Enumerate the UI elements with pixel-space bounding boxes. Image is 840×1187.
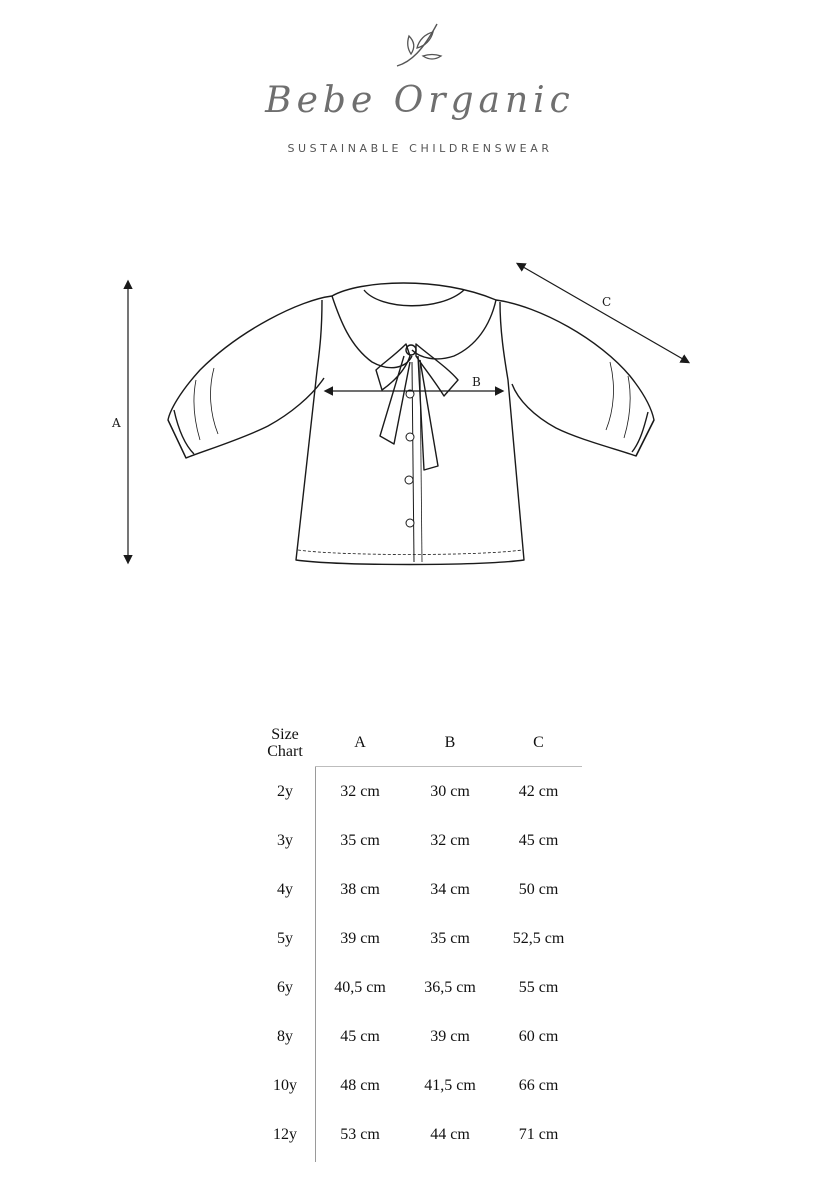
c-cell: 66 cm [518, 1076, 559, 1094]
b-cell: 36,5 cm [424, 978, 476, 996]
column-divider [315, 767, 316, 1162]
size-cell: 12y [273, 1125, 297, 1143]
table-row [255, 914, 582, 963]
size-chart-title [255, 726, 315, 760]
button-4 [406, 519, 414, 527]
a-cell: 53 cm [340, 1125, 380, 1143]
b-cell: 41,5 cm [424, 1076, 476, 1094]
size-cell: 6y [277, 978, 293, 996]
b-cell: 35 cm [430, 929, 470, 947]
table-row [255, 816, 582, 865]
table-row [255, 865, 582, 914]
size-cell: 4y [277, 880, 293, 898]
header-b: B [444, 734, 456, 751]
c-cell: 52,5 cm [512, 929, 565, 947]
c-cell: 71 cm [518, 1125, 559, 1143]
b-cell: 44 cm [430, 1125, 470, 1143]
b-cell: 32 cm [430, 831, 470, 849]
size-cell: 2y [277, 782, 293, 800]
c-cell: 60 cm [518, 1027, 559, 1045]
table-row [255, 767, 582, 816]
size-chart-title-line2: Chart [267, 743, 303, 760]
dimension-b-label: B [472, 375, 481, 389]
size-chart-title-line1: Size [271, 726, 299, 743]
c-cell: 42 cm [518, 782, 559, 800]
size-chart-header-row [255, 720, 582, 766]
size-chart-body [255, 767, 582, 1159]
table-row [255, 963, 582, 1012]
dimension-c-arrow [518, 264, 688, 362]
dimension-a-label: A [112, 416, 121, 430]
table-row [255, 1012, 582, 1061]
size-chart-table [255, 720, 582, 1159]
a-cell: 35 cm [340, 831, 380, 849]
b-cell: 30 cm [430, 782, 470, 800]
a-cell: 38 cm [340, 880, 380, 898]
b-cell: 39 cm [430, 1027, 470, 1045]
header-a: A [354, 734, 366, 751]
a-cell: 45 cm [340, 1027, 380, 1045]
c-cell: 45 cm [518, 831, 559, 849]
button-3 [405, 476, 413, 484]
button-2 [406, 433, 414, 441]
header-c: C [533, 734, 544, 751]
table-row [255, 1110, 582, 1159]
a-cell: 32 cm [340, 782, 380, 800]
size-cell: 8y [277, 1027, 293, 1045]
a-cell: 40,5 cm [334, 978, 386, 996]
dimension-c-label: C [602, 295, 612, 309]
c-cell: 55 cm [518, 978, 559, 996]
table-row [255, 1061, 582, 1110]
c-cell: 50 cm [518, 880, 559, 898]
b-cell: 34 cm [430, 880, 470, 898]
size-cell: 10y [273, 1076, 297, 1094]
size-cell: 3y [277, 831, 293, 849]
size-cell: 5y [277, 929, 293, 947]
a-cell: 48 cm [340, 1076, 380, 1094]
brand-name: Bebe Organic [265, 80, 575, 121]
brand-tagline: SUSTAINABLE CHILDRENSWEAR [287, 142, 553, 155]
a-cell: 39 cm [340, 929, 380, 947]
